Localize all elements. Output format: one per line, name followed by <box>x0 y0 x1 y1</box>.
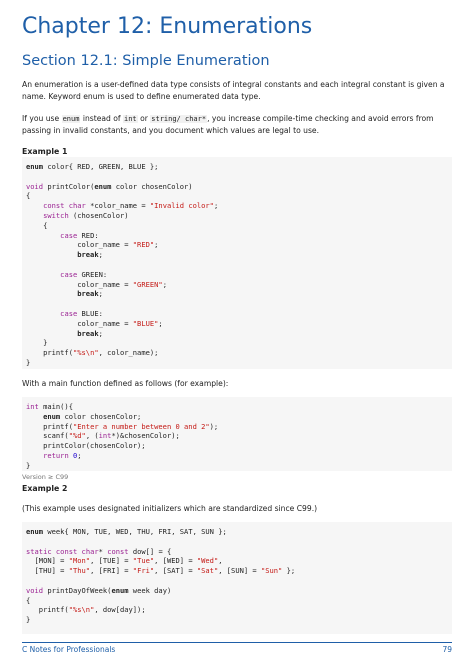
para2-text-1: If you use <box>22 114 62 123</box>
code-block-main <box>22 397 452 471</box>
code-line: enum color chosenColor; <box>43 411 142 421</box>
para2-text-3: or <box>137 114 151 123</box>
code-line: { <box>26 595 31 605</box>
code-line: break; <box>77 328 103 338</box>
code-line: printColor(chosenColor); <box>26 441 146 451</box>
code-line: scanf("%d", (int*)&chosenColor); <box>26 431 180 441</box>
para2-text-4: , you increase compile-time checking and avoid errors from passing in invalid constants, and you document which values are legal to use. <box>22 114 434 135</box>
code-line: { <box>26 191 31 201</box>
main-intro-text: With a main function defined as follows (for example): <box>22 379 229 388</box>
code-line: color_name = "GREEN"; <box>26 279 167 289</box>
code-line: enum color{ RED, GREEN, BLUE }; <box>26 162 159 171</box>
code-line: } <box>26 615 31 625</box>
code-line: void printDayOfWeek(enum week day) <box>26 585 172 595</box>
code-line: { <box>26 220 48 230</box>
code-line: printf("Enter a number between 0 and 2"); <box>26 421 219 431</box>
footer-rule <box>22 642 452 643</box>
code-line <box>26 537 448 547</box>
code-int: int <box>124 115 137 123</box>
code-line: case BLUE: <box>60 308 103 318</box>
code-line: case GREEN: <box>60 269 108 279</box>
code-string-char: string/ char* <box>151 115 207 123</box>
code-line: break; <box>77 289 103 299</box>
code-line: [THU] = "Thu", [FRI] = "Fri", [SAT] = "Sat", [SUN] = "Sun" }; <box>26 566 296 576</box>
intro-paragraph: An enumeration is a user-defined data type consists of integral constants and each integral constant is given a name. Keyword enum is used to define enumerated data type. <box>22 80 445 101</box>
code-line: break; <box>77 250 103 260</box>
footer-book-title: C Notes for Professionals <box>22 645 116 654</box>
chapter-title: Chapter 12: Enumerations <box>22 14 313 39</box>
code-line: switch (chosenColor) <box>43 210 129 220</box>
code-line: color_name = "RED"; <box>26 240 159 250</box>
code-line: printf("%s\n", dow[day]); <box>26 605 146 615</box>
code-line: void printColor(enum color chosenColor) <box>26 181 193 191</box>
code-line: const char *color_name = "Invalid color"; <box>43 201 219 211</box>
example2-note: (This example uses designated initializers which are standardized since C99.) <box>22 504 318 513</box>
code-line <box>26 576 448 586</box>
version-label: Version ≥ C99 <box>22 473 69 481</box>
code-line: [MON] = "Mon", [TUE] = "Tue", [WED] = "Wed", <box>26 556 223 566</box>
code-line: int main(){ <box>26 402 73 411</box>
code-line <box>26 172 448 182</box>
page-number: 79 <box>442 645 452 654</box>
code-enum: enum <box>62 115 80 123</box>
code-line <box>26 260 448 270</box>
enum-benefits-paragraph <box>22 113 452 137</box>
code-line <box>26 299 448 309</box>
code-line: static const char* const dow[] = { <box>26 546 172 556</box>
section-title: Section 12.1: Simple Enumeration <box>22 53 270 69</box>
code-line: color_name = "BLUE"; <box>26 318 163 328</box>
code-line: return 0; <box>43 450 82 460</box>
code-line: printf("%s\n", color_name); <box>26 348 159 358</box>
code-line: } <box>26 357 31 367</box>
code-line: case RED: <box>60 230 99 240</box>
code-line: enum week{ MON, TUE, WED, THU, FRI, SAT, SUN }; <box>26 527 227 536</box>
code-block-example1 <box>22 157 452 369</box>
code-block-example2 <box>22 522 452 634</box>
para2-text-2: instead of <box>80 114 123 123</box>
code-line: } <box>26 338 48 348</box>
example1-label: Example 1 <box>22 147 68 156</box>
code-line: } <box>26 460 31 470</box>
example2-label: Example 2 <box>22 484 68 493</box>
